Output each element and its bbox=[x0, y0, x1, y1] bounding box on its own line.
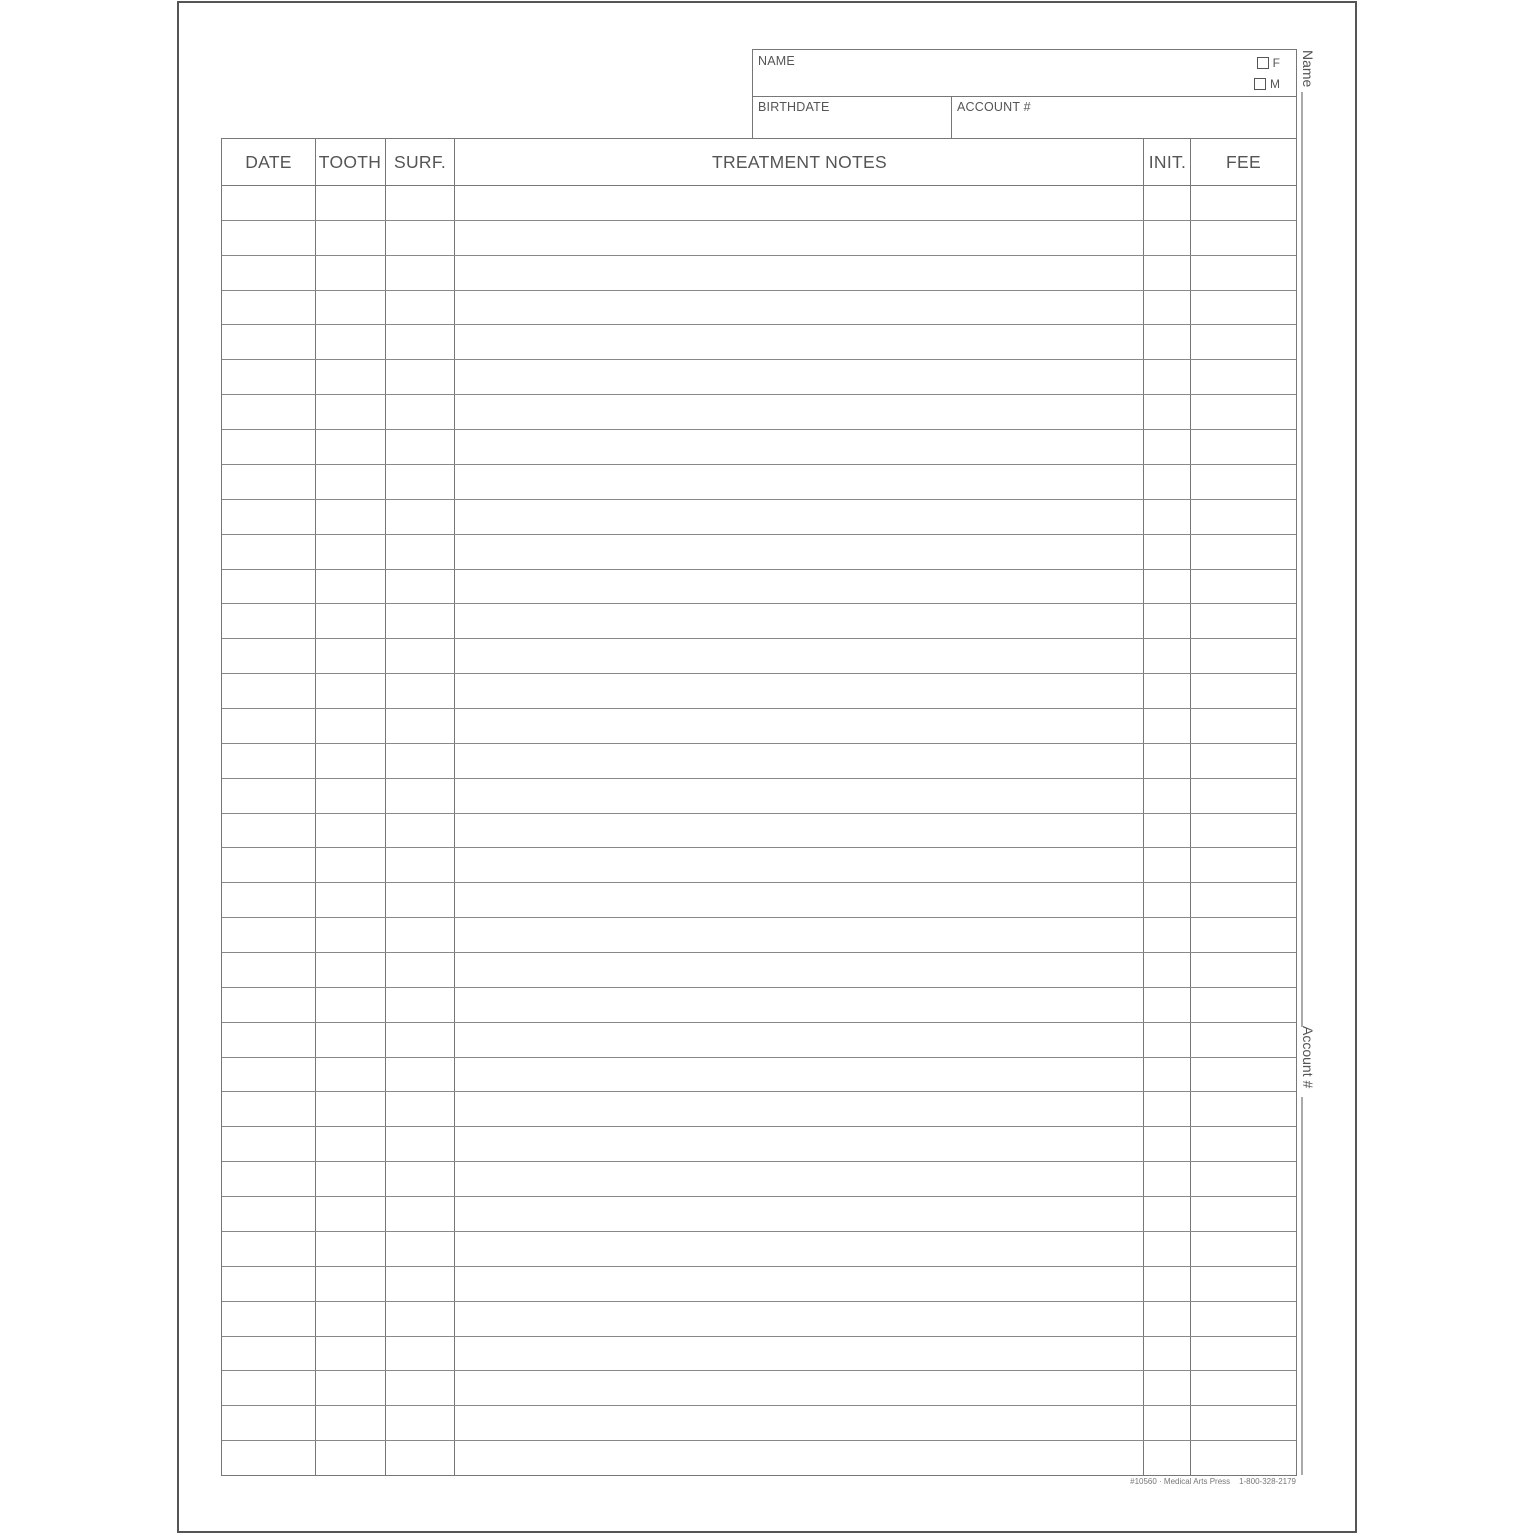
table-row-divider bbox=[222, 882, 1296, 883]
column-header-fee: FEE bbox=[1226, 151, 1261, 172]
table-row-divider bbox=[222, 429, 1296, 430]
table-row-divider bbox=[222, 917, 1296, 918]
table-row-divider bbox=[222, 708, 1296, 709]
table-row-divider bbox=[222, 1161, 1296, 1162]
column-divider bbox=[385, 139, 386, 1475]
table-row-divider bbox=[222, 952, 1296, 953]
table-row-divider bbox=[222, 569, 1296, 570]
table-row-divider bbox=[222, 1336, 1296, 1337]
side-tab-name: Name bbox=[1300, 50, 1316, 88]
table-row-divider bbox=[222, 394, 1296, 395]
table-row-divider bbox=[222, 1266, 1296, 1267]
sex-m-checkbox[interactable] bbox=[1254, 78, 1266, 90]
sex-f-option[interactable] bbox=[1257, 56, 1280, 70]
table-row-divider bbox=[222, 1022, 1296, 1023]
table-row-divider bbox=[222, 499, 1296, 500]
form-phone: 1-800-328-2179 bbox=[1239, 1477, 1296, 1486]
side-tab-line bbox=[1301, 92, 1303, 1027]
table-row-divider bbox=[222, 847, 1296, 848]
account-field[interactable] bbox=[951, 96, 1297, 139]
side-tab-line bbox=[1301, 1097, 1303, 1475]
side-tab-account: Account # bbox=[1300, 1026, 1316, 1089]
table-row-divider bbox=[222, 1126, 1296, 1127]
table-row-divider bbox=[222, 1091, 1296, 1092]
name-label: NAME bbox=[758, 54, 795, 68]
table-row-divider bbox=[222, 987, 1296, 988]
form-number: #10560 · Medical Arts Press bbox=[1130, 1477, 1231, 1486]
account-label: ACCOUNT # bbox=[957, 100, 1031, 114]
table-row-divider bbox=[222, 1301, 1296, 1302]
table-row-divider bbox=[222, 1440, 1296, 1441]
table-row-divider bbox=[222, 324, 1296, 325]
table-row-divider bbox=[222, 638, 1296, 639]
form-footer bbox=[1130, 1477, 1296, 1486]
column-divider bbox=[1143, 139, 1144, 1475]
table-row-divider bbox=[222, 1231, 1296, 1232]
table-row-divider bbox=[222, 813, 1296, 814]
name-field[interactable] bbox=[752, 49, 1297, 97]
sex-m-option[interactable] bbox=[1254, 77, 1280, 91]
column-header-surface: SURF. bbox=[393, 151, 447, 172]
column-divider bbox=[454, 139, 455, 1475]
sex-f-label: F bbox=[1272, 56, 1280, 70]
table-row-divider bbox=[222, 1057, 1296, 1058]
sex-f-checkbox[interactable] bbox=[1257, 57, 1269, 69]
column-header-initials: INIT. bbox=[1148, 151, 1187, 172]
table-row-divider bbox=[222, 464, 1296, 465]
treatment-table bbox=[221, 138, 1297, 1476]
table-row-divider bbox=[222, 603, 1296, 604]
column-divider bbox=[315, 139, 316, 1475]
table-row-divider bbox=[222, 220, 1296, 221]
column-divider bbox=[1190, 139, 1191, 1475]
birthdate-label: BIRTHDATE bbox=[758, 100, 830, 114]
column-header-tooth: TOOTH bbox=[318, 151, 382, 172]
table-row-divider bbox=[222, 743, 1296, 744]
column-header-date: DATE bbox=[245, 151, 292, 172]
table-row-divider bbox=[222, 1196, 1296, 1197]
table-row-divider bbox=[222, 534, 1296, 535]
sex-m-label: M bbox=[1270, 77, 1280, 91]
table-row-divider bbox=[222, 673, 1296, 674]
table-row-divider bbox=[222, 359, 1296, 360]
table-row-divider bbox=[222, 255, 1296, 256]
column-header-treatment-notes: TREATMENT NOTES bbox=[712, 151, 887, 172]
table-row-divider bbox=[222, 1370, 1296, 1371]
table-row-divider bbox=[222, 1405, 1296, 1406]
birthdate-field[interactable] bbox=[752, 96, 952, 139]
header-divider bbox=[222, 185, 1296, 186]
table-row-divider bbox=[222, 778, 1296, 779]
table-row-divider bbox=[222, 290, 1296, 291]
